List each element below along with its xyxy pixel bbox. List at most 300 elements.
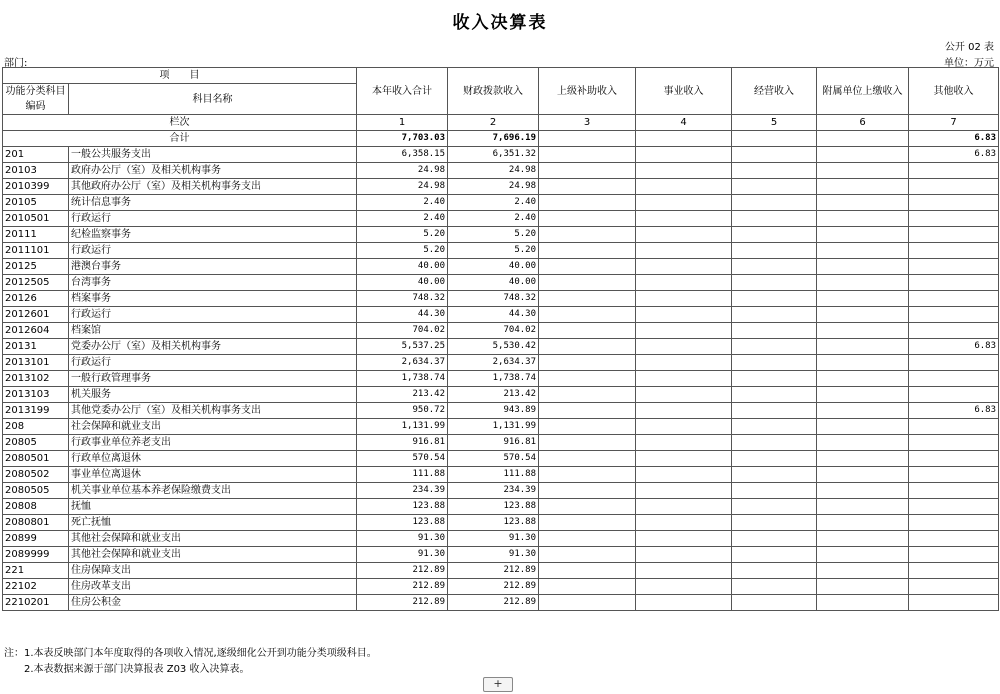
row-code: 20131 (3, 339, 69, 355)
row-v1: 91.30 (357, 547, 448, 563)
row-v6 (817, 307, 909, 323)
row-v6 (817, 355, 909, 371)
total-v4 (636, 131, 732, 147)
row-name: 社会保障和就业支出 (69, 419, 357, 435)
row-v3 (539, 259, 636, 275)
row-name: 港澳台事务 (69, 259, 357, 275)
row-v7 (909, 595, 999, 611)
row-code: 2012505 (3, 275, 69, 291)
row-v3 (539, 563, 636, 579)
row-name: 其他党委办公厅（室）及相关机构事务支出 (69, 403, 357, 419)
row-name: 住房保障支出 (69, 563, 357, 579)
row-v1: 212.89 (357, 579, 448, 595)
row-v2: 91.30 (448, 547, 539, 563)
row-v2: 234.39 (448, 483, 539, 499)
row-code: 20805 (3, 435, 69, 451)
header-col-6: 附属单位上缴收入 (817, 68, 909, 115)
row-v6 (817, 179, 909, 195)
row-v4 (636, 419, 732, 435)
row-v6 (817, 291, 909, 307)
row-code: 2080501 (3, 451, 69, 467)
row-name: 档案事务 (69, 291, 357, 307)
row-v4 (636, 451, 732, 467)
row-v6 (817, 403, 909, 419)
row-v7 (909, 563, 999, 579)
row-name: 一般行政管理事务 (69, 371, 357, 387)
total-v5 (732, 131, 817, 147)
row-v1: 570.54 (357, 451, 448, 467)
table-row (3, 387, 999, 403)
row-v2: 212.89 (448, 563, 539, 579)
header-col-3: 上级补助收入 (539, 68, 636, 115)
row-name: 事业单位离退休 (69, 467, 357, 483)
table-row (3, 291, 999, 307)
row-v4 (636, 563, 732, 579)
row-v6 (817, 163, 909, 179)
row-v7 (909, 547, 999, 563)
row-v3 (539, 515, 636, 531)
row-v5 (732, 339, 817, 355)
row-v2: 6,351.32 (448, 147, 539, 163)
row-v3 (539, 243, 636, 259)
col-num-4: 4 (636, 115, 732, 131)
header-col-2: 财政拨款收入 (448, 68, 539, 115)
table-row (3, 163, 999, 179)
row-name: 其他政府办公厅（室）及相关机构事务支出 (69, 179, 357, 195)
table-row (3, 419, 999, 435)
row-v2: 212.89 (448, 579, 539, 595)
row-v5 (732, 579, 817, 595)
row-v5 (732, 179, 817, 195)
table-row (3, 467, 999, 483)
row-v4 (636, 403, 732, 419)
row-v2: 40.00 (448, 259, 539, 275)
row-v5 (732, 323, 817, 339)
row-v4 (636, 307, 732, 323)
row-v1: 1,738.74 (357, 371, 448, 387)
row-v4 (636, 483, 732, 499)
row-v5 (732, 419, 817, 435)
table-row (3, 499, 999, 515)
row-v1: 212.89 (357, 563, 448, 579)
row-v7: 6.83 (909, 147, 999, 163)
col-num-1: 1 (357, 115, 448, 131)
row-code: 20103 (3, 163, 69, 179)
row-v4 (636, 499, 732, 515)
row-v6 (817, 259, 909, 275)
row-v5 (732, 259, 817, 275)
row-v6 (817, 563, 909, 579)
row-v3 (539, 387, 636, 403)
row-code: 2089999 (3, 547, 69, 563)
row-v6 (817, 547, 909, 563)
row-v5 (732, 403, 817, 419)
row-v1: 704.02 (357, 323, 448, 339)
row-v3 (539, 531, 636, 547)
row-v1: 91.30 (357, 531, 448, 547)
table-row (3, 323, 999, 339)
row-v4 (636, 243, 732, 259)
row-v6 (817, 515, 909, 531)
footnotes (4, 646, 377, 678)
row-v2: 5.20 (448, 227, 539, 243)
report-title: 收入决算表 (452, 13, 548, 33)
table-row (3, 179, 999, 195)
table-row (3, 195, 999, 211)
row-v3 (539, 307, 636, 323)
row-v4 (636, 355, 732, 371)
row-v6 (817, 579, 909, 595)
row-v5 (732, 563, 817, 579)
form-code: 公开 02 表 (944, 42, 994, 53)
row-v3 (539, 323, 636, 339)
table-row (3, 531, 999, 547)
add-button[interactable]: + (483, 677, 513, 692)
row-v1: 2.40 (357, 195, 448, 211)
row-v1: 6,358.15 (357, 147, 448, 163)
row-name: 档案馆 (69, 323, 357, 339)
row-v1: 2.40 (357, 211, 448, 227)
total-v1: 7,703.03 (357, 131, 448, 147)
col-num-7: 7 (909, 115, 999, 131)
row-v4 (636, 435, 732, 451)
row-code: 2080505 (3, 483, 69, 499)
row-v6 (817, 435, 909, 451)
table-row (3, 579, 999, 595)
row-v6 (817, 243, 909, 259)
row-code: 221 (3, 563, 69, 579)
row-v2: 704.02 (448, 323, 539, 339)
row-code: 2010399 (3, 179, 69, 195)
row-name: 住房改革支出 (69, 579, 357, 595)
row-v4 (636, 275, 732, 291)
row-v1: 213.42 (357, 387, 448, 403)
row-v1: 40.00 (357, 259, 448, 275)
row-name: 死亡抚恤 (69, 515, 357, 531)
row-v3 (539, 147, 636, 163)
header-col-5: 经营收入 (732, 68, 817, 115)
row-v4 (636, 323, 732, 339)
row-name: 台湾事务 (69, 275, 357, 291)
row-v1: 5.20 (357, 243, 448, 259)
row-v7 (909, 387, 999, 403)
row-v5 (732, 515, 817, 531)
table-row (3, 355, 999, 371)
row-v5 (732, 275, 817, 291)
row-v1: 123.88 (357, 499, 448, 515)
row-v5 (732, 531, 817, 547)
table-row (3, 307, 999, 323)
row-v4 (636, 339, 732, 355)
row-v2: 2.40 (448, 195, 539, 211)
row-v2: 40.00 (448, 275, 539, 291)
row-v1: 5.20 (357, 227, 448, 243)
row-v7 (909, 499, 999, 515)
row-v6 (817, 499, 909, 515)
row-v2: 1,131.99 (448, 419, 539, 435)
row-v7 (909, 531, 999, 547)
row-v3 (539, 403, 636, 419)
row-code: 20126 (3, 291, 69, 307)
row-v7 (909, 179, 999, 195)
row-v6 (817, 451, 909, 467)
row-code: 2011101 (3, 243, 69, 259)
row-v1: 44.30 (357, 307, 448, 323)
row-v1: 1,131.99 (357, 419, 448, 435)
row-name: 其他社会保障和就业支出 (69, 547, 357, 563)
table-row (3, 451, 999, 467)
row-v4 (636, 595, 732, 611)
row-v1: 748.32 (357, 291, 448, 307)
header-func-code: 功能分类科目编码 (3, 84, 69, 115)
row-v6 (817, 147, 909, 163)
row-code: 20111 (3, 227, 69, 243)
row-v7 (909, 483, 999, 499)
row-v1: 123.88 (357, 515, 448, 531)
row-v6 (817, 211, 909, 227)
row-v1: 212.89 (357, 595, 448, 611)
row-v4 (636, 547, 732, 563)
row-v6 (817, 371, 909, 387)
row-v5 (732, 307, 817, 323)
unit-label: 单位：万元 (944, 58, 994, 69)
row-name: 纪检监察事务 (69, 227, 357, 243)
row-v2: 748.32 (448, 291, 539, 307)
row-v3 (539, 291, 636, 307)
row-v7 (909, 355, 999, 371)
row-v4 (636, 179, 732, 195)
row-v3 (539, 451, 636, 467)
row-name: 行政运行 (69, 307, 357, 323)
row-v5 (732, 435, 817, 451)
row-code: 20125 (3, 259, 69, 275)
table-row (3, 595, 999, 611)
row-code: 2013103 (3, 387, 69, 403)
col-num-3: 3 (539, 115, 636, 131)
row-v1: 916.81 (357, 435, 448, 451)
row-v2: 1,738.74 (448, 371, 539, 387)
row-name: 行政事业单位养老支出 (69, 435, 357, 451)
row-v1: 950.72 (357, 403, 448, 419)
row-v2: 24.98 (448, 179, 539, 195)
row-v3 (539, 579, 636, 595)
row-v3 (539, 595, 636, 611)
row-v5 (732, 387, 817, 403)
row-v5 (732, 547, 817, 563)
row-name: 机关服务 (69, 387, 357, 403)
row-v1: 24.98 (357, 179, 448, 195)
table-row (3, 547, 999, 563)
row-v3 (539, 355, 636, 371)
row-v5 (732, 451, 817, 467)
row-code: 20808 (3, 499, 69, 515)
table-row (3, 211, 999, 227)
col-num-5: 5 (732, 115, 817, 131)
row-v2: 111.88 (448, 467, 539, 483)
row-v4 (636, 531, 732, 547)
row-v5 (732, 163, 817, 179)
total-v7: 6.83 (909, 131, 999, 147)
row-v3 (539, 371, 636, 387)
row-v3 (539, 275, 636, 291)
row-name: 政府办公厅（室）及相关机构事务 (69, 163, 357, 179)
row-name: 行政运行 (69, 355, 357, 371)
row-v3 (539, 483, 636, 499)
row-code: 22102 (3, 579, 69, 595)
row-v2: 2,634.37 (448, 355, 539, 371)
header-lanci: 栏次 (3, 115, 357, 131)
row-v5 (732, 243, 817, 259)
table-row (3, 483, 999, 499)
row-v6 (817, 483, 909, 499)
row-code: 2013102 (3, 371, 69, 387)
row-name: 抚恤 (69, 499, 357, 515)
row-v6 (817, 323, 909, 339)
row-v4 (636, 579, 732, 595)
row-v4 (636, 211, 732, 227)
row-v7 (909, 515, 999, 531)
table-row (3, 371, 999, 387)
row-v4 (636, 147, 732, 163)
row-v7 (909, 307, 999, 323)
row-v2: 212.89 (448, 595, 539, 611)
row-v5 (732, 483, 817, 499)
row-code: 2010501 (3, 211, 69, 227)
income-table (2, 67, 999, 611)
row-v4 (636, 467, 732, 483)
row-name: 统计信息事务 (69, 195, 357, 211)
row-v5 (732, 467, 817, 483)
row-code: 20105 (3, 195, 69, 211)
row-v4 (636, 371, 732, 387)
row-v7 (909, 195, 999, 211)
row-v7 (909, 275, 999, 291)
table-row (3, 339, 999, 355)
row-v7 (909, 579, 999, 595)
row-v5 (732, 355, 817, 371)
table-row (3, 403, 999, 419)
table-row (3, 435, 999, 451)
row-v3 (539, 179, 636, 195)
row-v2: 570.54 (448, 451, 539, 467)
table-row (3, 259, 999, 275)
row-v3 (539, 467, 636, 483)
row-v5 (732, 211, 817, 227)
row-v6 (817, 419, 909, 435)
row-v7 (909, 291, 999, 307)
row-v2: 2.40 (448, 211, 539, 227)
total-row (3, 131, 999, 147)
row-v2: 943.89 (448, 403, 539, 419)
table-row (3, 515, 999, 531)
row-v4 (636, 387, 732, 403)
row-v1: 5,537.25 (357, 339, 448, 355)
row-v1: 24.98 (357, 163, 448, 179)
row-v5 (732, 499, 817, 515)
row-v5 (732, 147, 817, 163)
row-v7 (909, 323, 999, 339)
row-name: 行政运行 (69, 211, 357, 227)
row-code: 2210201 (3, 595, 69, 611)
header-col-4: 事业收入 (636, 68, 732, 115)
row-v3 (539, 419, 636, 435)
row-v7 (909, 211, 999, 227)
row-code: 2012601 (3, 307, 69, 323)
row-v6 (817, 467, 909, 483)
row-code: 2013199 (3, 403, 69, 419)
table-row (3, 243, 999, 259)
row-name: 机关事业单位基本养老保险缴费支出 (69, 483, 357, 499)
row-v5 (732, 371, 817, 387)
row-v2: 44.30 (448, 307, 539, 323)
table-row (3, 563, 999, 579)
header-col-1: 本年收入合计 (357, 68, 448, 115)
row-v4 (636, 515, 732, 531)
header-subject-name: 科目名称 (69, 84, 357, 115)
row-v2: 5.20 (448, 243, 539, 259)
total-label: 合计 (3, 131, 357, 147)
row-code: 208 (3, 419, 69, 435)
row-v2: 91.30 (448, 531, 539, 547)
row-v7 (909, 451, 999, 467)
row-v7 (909, 163, 999, 179)
row-v5 (732, 227, 817, 243)
row-v4 (636, 195, 732, 211)
row-v2: 916.81 (448, 435, 539, 451)
row-v3 (539, 211, 636, 227)
row-code: 2080502 (3, 467, 69, 483)
row-name: 住房公积金 (69, 595, 357, 611)
row-v7: 6.83 (909, 339, 999, 355)
row-v4 (636, 163, 732, 179)
row-v7 (909, 227, 999, 243)
row-v6 (817, 275, 909, 291)
row-v6 (817, 387, 909, 403)
row-v6 (817, 227, 909, 243)
row-v6 (817, 595, 909, 611)
total-v6 (817, 131, 909, 147)
row-code: 2013101 (3, 355, 69, 371)
row-v3 (539, 195, 636, 211)
header-col-7: 其他收入 (909, 68, 999, 115)
total-v2: 7,696.19 (448, 131, 539, 147)
row-v5 (732, 195, 817, 211)
row-name: 党委办公厅（室）及相关机构事务 (69, 339, 357, 355)
row-code: 201 (3, 147, 69, 163)
row-v3 (539, 339, 636, 355)
row-code: 2012604 (3, 323, 69, 339)
row-v3 (539, 547, 636, 563)
row-v3 (539, 163, 636, 179)
row-v2: 123.88 (448, 499, 539, 515)
row-v5 (732, 595, 817, 611)
row-code: 2080801 (3, 515, 69, 531)
row-v3 (539, 227, 636, 243)
row-v4 (636, 259, 732, 275)
row-v7 (909, 435, 999, 451)
row-v1: 2,634.37 (357, 355, 448, 371)
row-v4 (636, 291, 732, 307)
row-v7 (909, 259, 999, 275)
row-code: 20899 (3, 531, 69, 547)
row-v2: 24.98 (448, 163, 539, 179)
row-v7 (909, 371, 999, 387)
row-v1: 234.39 (357, 483, 448, 499)
row-v2: 123.88 (448, 515, 539, 531)
row-v7 (909, 419, 999, 435)
department-label: 部门: (4, 58, 28, 69)
row-v2: 213.42 (448, 387, 539, 403)
